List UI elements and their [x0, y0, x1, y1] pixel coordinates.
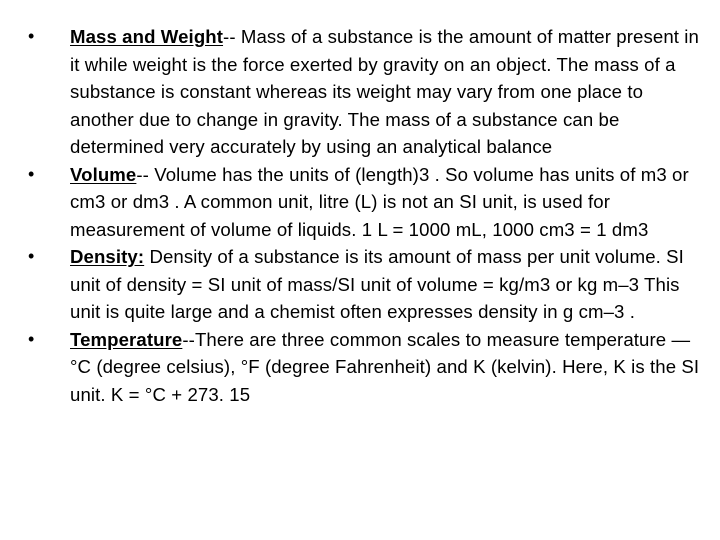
list-item-density — [28, 243, 700, 326]
bullet-icon: • — [28, 26, 35, 46]
bullet-icon: • — [28, 328, 35, 349]
bullet-list — [28, 23, 700, 408]
desc-temperature: --There are three common scales to measure temperature — °C (degree celsius), °F (degree Fahrenheit) and K (kelvin). Here, K is the SI unit. K = °C + 273. 15 — [70, 328, 700, 405]
list-item-volume — [28, 161, 700, 244]
term-mass-weight: Mass and Weight — [70, 26, 224, 47]
desc-mass-weight: -- Mass of a substance is the amount of matter present in it while weight is the force exerted by gravity on an object. The mass of a substance is constant whereas its weight may vary from one place to another due to change in gravity. The mass of a substance can be determined very accurately by using an analytical balance — [70, 26, 699, 157]
desc-volume: -- Volume has the units of (length)3 . So volume has units of m3 or cm3 or dm3 . A common unit, litre (L) is not an SI unit, is used for measurement of volume of liquids. 1 L = 1000 mL, 1000 cm3 = 1 dm3 — [70, 163, 689, 240]
term-volume: Volume — [70, 163, 137, 185]
list-item-mass-weight — [28, 23, 700, 161]
desc-density: Density of a substance is its amount of mass per unit volume. SI unit of density = SI unit of mass/SI unit of volume = kg/m3 or kg m–3 This unit is quite large and a chemist often expresses density in g cm–3 . — [70, 246, 684, 322]
term-temperature: Temperature — [70, 328, 183, 350]
bullet-icon: • — [28, 246, 35, 266]
list-item-temperature — [28, 326, 700, 409]
term-density: Density: — [70, 246, 145, 267]
bullet-icon: • — [28, 163, 35, 184]
